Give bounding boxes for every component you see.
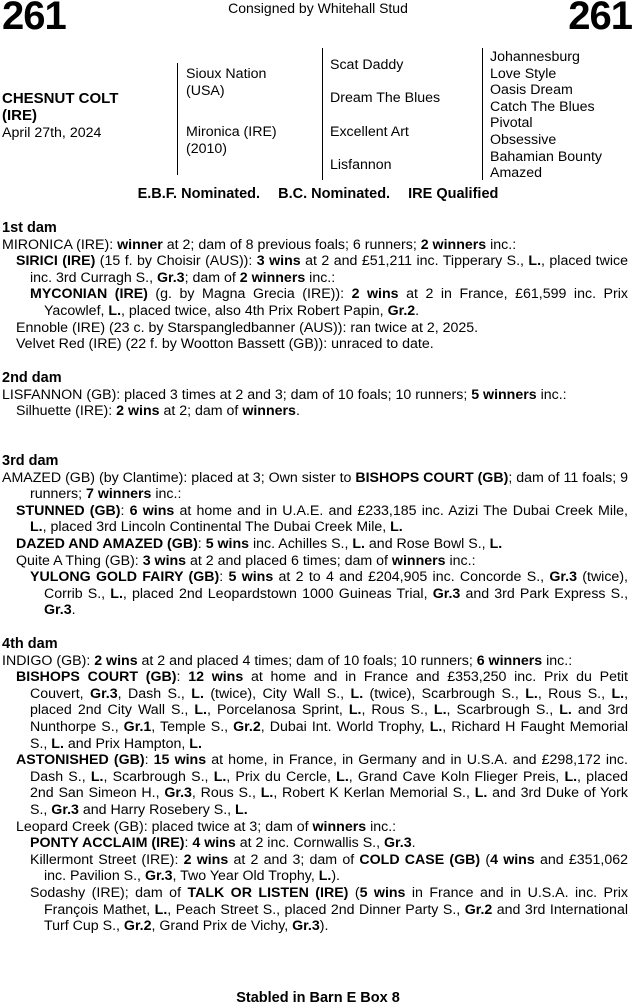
pedigree-dam: Mironica (IRE) (2010) xyxy=(186,124,277,157)
first-dam-heading: 1st dam xyxy=(2,220,57,236)
pedigree-dam-dam: Lisfannon xyxy=(330,157,392,173)
second-dam-section xyxy=(2,370,628,420)
dam-paragraph: MIRONICA (IRE): winner at 2; dam of 8 previous foals; 6 runners; 2 winners inc.: xyxy=(2,236,517,253)
fourth-dam-heading: 4th dam xyxy=(2,636,58,652)
produce-paragraph: MYCONIAN (IRE) (g. by Magna Grecia (IRE)): 2 wins at 2 in France, £61,599 inc. Prix Yacowlef, L., placed twice, also 4th Prix Robert Papin, Gr.2. xyxy=(30,286,628,319)
sibling-paragraph: SIRICI (IRE) (15 f. by Choisir (AUS)): 3 wins at 2 and £51,211 inc. Tipperary S., L., placed twice inc. 3rd Curragh S., Gr.3; dam of 2 winners inc.: xyxy=(16,253,628,286)
consignor: Consigned by Whitehall Stud xyxy=(228,0,408,16)
produce-paragraph: YULONG GOLD FAIRY (GB): 5 wins at 2 to 4 and £204,905 inc. Concorde S., Gr.3 (twice), Corrib S., L., placed 2nd Leopardstown 1000 Guineas Trial, Gr.3 and 3rd Park Express S., Gr.3. xyxy=(30,569,629,619)
pedigree-sire-sire: Scat Daddy xyxy=(330,57,404,73)
pedigree-gen4-column: Johannesburg Love Style Oasis Dream Catch The Blues Pivotal Obsessive Bahamian Bounty Amazed xyxy=(490,49,602,182)
sibling-paragraph: STUNNED (GB): 6 wins at home and in U.A.E. and £233,185 inc. Azizi The Dubai Creek Mile, L., placed 3rd Lincoln Continental The Dubai Creek Mile, L. xyxy=(16,502,628,536)
first-dam-section xyxy=(2,220,628,353)
fourth-dam-section xyxy=(2,636,628,935)
sibling-paragraph: DAZED AND AMAZED (GB): 5 wins inc. Achilles S., L. and Rose Bowl S., L. xyxy=(16,535,503,552)
third-dam-heading: 3rd dam xyxy=(2,453,59,469)
sibling-paragraph: Leopard Creek (GB): placed twice at 3; dam of winners inc.: xyxy=(16,818,397,835)
lot-number-left: 261 xyxy=(2,0,66,38)
produce-paragraph: PONTY ACCLAIM (IRE): 4 wins at 2 inc. Cornwallis S., Gr.3. xyxy=(30,835,416,852)
nominations: E.B.F. Nominated. B.C. Nominated. IRE Qualified xyxy=(137,186,499,202)
sibling-paragraph: Velvet Red (IRE) (22 f. by Wootton Bassett (GB)): unraced to date. xyxy=(16,336,434,353)
dam-paragraph: LISFANNON (GB): placed 3 times at 2 and 3; dam of 10 foals; 10 runners; 5 winners inc.: xyxy=(2,386,567,403)
pedigree-bracket-1 xyxy=(177,63,178,175)
sibling-paragraph: Quite A Thing (GB): 3 wins at 2 and placed 6 times; dam of winners inc.: xyxy=(16,552,476,569)
lot-number-right: 261 xyxy=(568,0,632,38)
pedigree-sire: Sioux Nation (USA) xyxy=(186,66,267,99)
sibling-paragraph: BISHOPS COURT (GB): 12 wins at home and in France and £353,250 inc. Prix du Petit Couvert, Gr.3, Dash S., L. (twice), City Wall S., L. (twice), Scarbrough S., L., Rous S., L., placed 2nd City Wall S., L., Porcelanosa Sprint, L., Rous S., L., Scarbrough S., L. and 3rd Nunthorpe S., Gr.1, Temple S., Gr.2, Dubai Int. World Trophy, L., Richard H Faught Memorial S., L. and Prix Hampton, L. xyxy=(16,669,629,752)
sibling-paragraph: Ennoble (IRE) (23 c. by Starspangledbanner (AUS)): ran twice at 2, 2025. xyxy=(16,319,479,336)
pedigree-dam-sire: Excellent Art xyxy=(330,124,409,140)
third-dam-section xyxy=(2,453,628,619)
dam-paragraph: INDIGO (GB): 2 wins at 2 and placed 4 times; dam of 10 foals; 10 runners; 6 winners inc.: xyxy=(2,652,573,669)
sibling-paragraph: ASTONISHED (GB): 15 wins at home, in France, in Germany and in U.S.A. and £298,172 inc. Dash S., L., Scarbrough S., L., Prix du Cercle, L., Grand Cave Koln Flieger Preis, L., placed 2nd San Simeon H., Gr.3, Rous S., L., Robert K Kerlan Memorial S., L. and 3rd Duke of York S., Gr.3 and Harry Rosebery S., L. xyxy=(16,752,629,818)
horse-dob: April 27th, 2024 xyxy=(2,125,102,141)
pedigree-bracket-2 xyxy=(322,48,323,180)
produce-paragraph: Sodashy (IRE); dam of TALK OR LISTEN (IRE) (5 wins in France and in U.S.A. inc. Prix François Mathet, L., Peach Street S., placed 2nd Dinner Party S., Gr.2 and 3rd International Turf Cup S., Gr.2, Grand Prix de Vichy, Gr.3). xyxy=(30,884,628,935)
sibling-paragraph: Silhuette (IRE): 2 wins at 2; dam of winners. xyxy=(16,403,300,420)
horse-name-line2: (IRE) xyxy=(2,107,37,124)
pedigree-bracket-3 xyxy=(482,48,483,180)
stabling-info: Stabled in Barn E Box 8 xyxy=(236,990,400,1006)
pedigree-sire-dam: Dream The Blues xyxy=(330,90,441,106)
horse-name-line1: CHESNUT COLT xyxy=(2,90,119,107)
horse-name xyxy=(2,90,118,124)
second-dam-heading: 2nd dam xyxy=(2,370,62,386)
dam-paragraph: AMAZED (GB) (by Clantime): placed at 3; Own sister to BISHOPS COURT (GB); dam of 11 foals; 9 runners; 7 winners inc.: xyxy=(2,469,628,503)
produce-paragraph: Killermont Street (IRE): 2 wins at 2 and 3; dam of COLD CASE (GB) (4 wins and £351,062 inc. Pavilion S., Gr.3, Two Year Old Trophy, L.). xyxy=(30,851,629,885)
